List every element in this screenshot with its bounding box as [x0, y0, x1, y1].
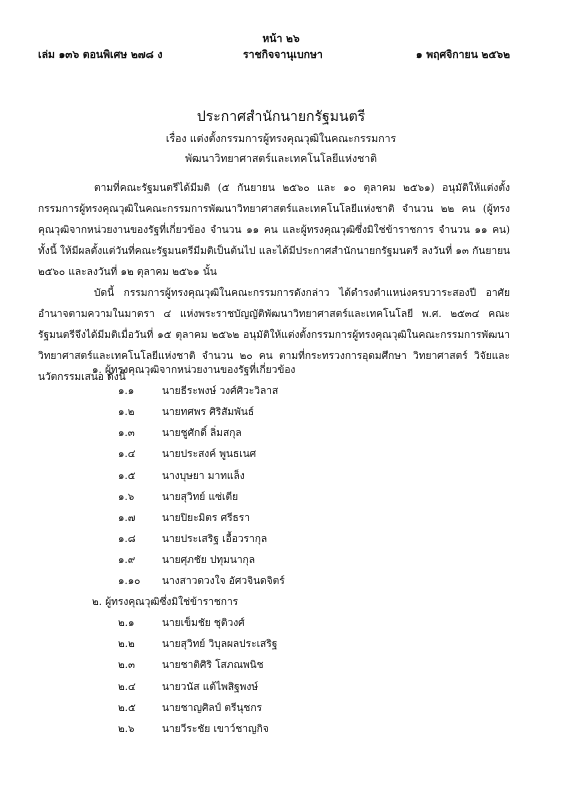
volume-issue: เล่ม ๑๓๖ ตอนพิเศษ ๒๗๘ ง — [38, 49, 163, 61]
subject-line-2: พัฒนาวิทยาศาสตร์และเทคโนโลยีแห่งชาติ — [185, 153, 377, 165]
announcement-subject — [0, 129, 562, 169]
member-number: ๒.๒ — [118, 639, 135, 651]
member-name: นายประสงค์ พูนธเนศ — [162, 449, 257, 461]
member-name: นายชูศักดิ์ ลิ่มสกุล — [162, 428, 242, 440]
member-name: นายสุวิทย์ แซ่เตีย — [162, 491, 239, 503]
announcement-title: ประกาศสำนักนายกรัฐมนตรี — [196, 109, 366, 125]
member-number: ๑.๔ — [118, 449, 136, 461]
gazette-name: ราชกิจจานุเบกษา — [243, 49, 323, 61]
member-number: ๑.๗ — [118, 512, 136, 524]
gazette-header — [38, 46, 510, 62]
member-name: นายวีระชัย เขาว์ชาญกิจ — [162, 723, 269, 735]
member-name: นายวนัส แต้ไพสิฐพงษ์ — [162, 681, 259, 693]
member-number: ๒.๑ — [118, 618, 135, 630]
member-number: ๑.๙ — [118, 554, 136, 566]
member-number: ๒.๕ — [118, 702, 136, 714]
page-number: หน้า ๒๖ — [262, 33, 300, 45]
paragraph-background: ตามที่คณะรัฐมนตรีได้มีมติ (๕ กันยายน ๒๕๖๐ และ ๑๐ ตุลาคม ๒๕๖๑) อนุมัติให้แต่งตั้งกรรมการผู้ทรงคุณวุฒิในคณะกรรมการพัฒนาวิทยาศาสตร์และเทคโนโลยีแห่งชาติ จำนวน ๒๒ คน (ผู้ทรงคุณวุฒิจากหน่วยงานของรัฐที่เกี่ยวข้อง จำนวน ๑๑ คน และผู้ทรงคุณวุฒิซึ่งมิใช่ข้าราชการ จำนวน ๑๑ คน) ทั้งนี้ ให้มีผลตั้งแต่วันที่คณะรัฐมนตรีมีมติเป็นต้นไป และได้มีประกาศสำนักนายกรัฐมนตรี ลงวันที่ ๑๓ กันยายน ๒๕๖๐ และลงวันที่ ๑๒ ตุลาคม ๒๕๖๑ นั้น — [38, 183, 510, 278]
member-number: ๒.๓ — [118, 660, 135, 672]
member-name: นายสุวิทย์ วิบุลผลประเสริฐ — [162, 639, 278, 651]
member-name: นายชาญศิลป์ ตรีนุชกร — [162, 702, 262, 714]
paragraph-appointment: บัดนี้ กรรมการผู้ทรงคุณวุฒิในคณะกรรมการดังกล่าว ได้ดำรงตำแหน่งครบวาระสองปี อาศัยอำนาจตามความในมาตรา ๔ แห่งพระราชบัญญัติพัฒนาวิทยาศาสตร์และเทคโนโลยี พ.ศ. ๒๕๓๔ คณะรัฐมนตรีจึงได้มีมติเมื่อวันที่ ๑๕ ตุลาคม ๒๕๖๒ อนุมัติให้แต่งตั้งกรรมการผู้ทรงคุณวุฒิในคณะกรรมการพัฒนาวิทยาศาสตร์และเทคโนโลยีแห่งชาติ จำนวน ๒๐ คน ตามที่กระทรวงการอุดมศึกษา วิทยาศาสตร์ วิจัยและนวัตกรรมเสนอ ดังนี้ — [38, 288, 510, 383]
member-number: ๑.๓ — [118, 428, 135, 440]
member-name: นายปิยะมิตร ศรีธรา — [162, 512, 250, 524]
announcement-body — [38, 178, 510, 388]
member-name: นายธีระพงษ์ วงศ์ศิวะวิลาส — [162, 386, 279, 398]
member-number: ๑.๘ — [118, 533, 136, 545]
member-number: ๑.๑ — [118, 386, 135, 398]
member-name: นายชาติศิริ โสภณพนิช — [162, 660, 264, 672]
member-number: ๑.๒ — [118, 407, 135, 419]
member-name: นางบุษยา มาทแล็ง — [162, 470, 245, 482]
member-number: ๒.๖ — [118, 723, 135, 735]
member-name: นายศุภชัย ปทุมนากุล — [162, 554, 255, 566]
section-heading: ๒. ผู้ทรงคุณวุฒิซึ่งมิใช่ข้าราชการ — [92, 597, 239, 609]
section-heading: ๑. ผู้ทรงคุณวุฒิจากหน่วยงานของรัฐที่เกี่ยวข้อง — [92, 365, 296, 376]
publication-date: ๑ พฤศจิกายน ๒๕๖๒ — [415, 49, 510, 61]
member-number: ๑.๖ — [118, 491, 135, 503]
member-name: นายทศพร ศิริสัมพันธ์ — [162, 407, 255, 419]
member-name: นางสาวดวงใจ อัศวจินดจิตร์ — [162, 576, 285, 587]
member-name: นายเข็มชัย ชุติวงศ์ — [162, 618, 245, 630]
member-number: ๒.๔ — [118, 681, 136, 693]
member-number: ๑.๑๐ — [118, 576, 141, 587]
subject-line-1: เรื่อง แต่งตั้งกรรมการผู้ทรงคุณวุฒิในคณะกรรมการ — [165, 133, 397, 145]
member-number: ๑.๕ — [118, 470, 136, 482]
member-name: นายประเสริฐ เอื้อวรากุล — [162, 533, 268, 545]
